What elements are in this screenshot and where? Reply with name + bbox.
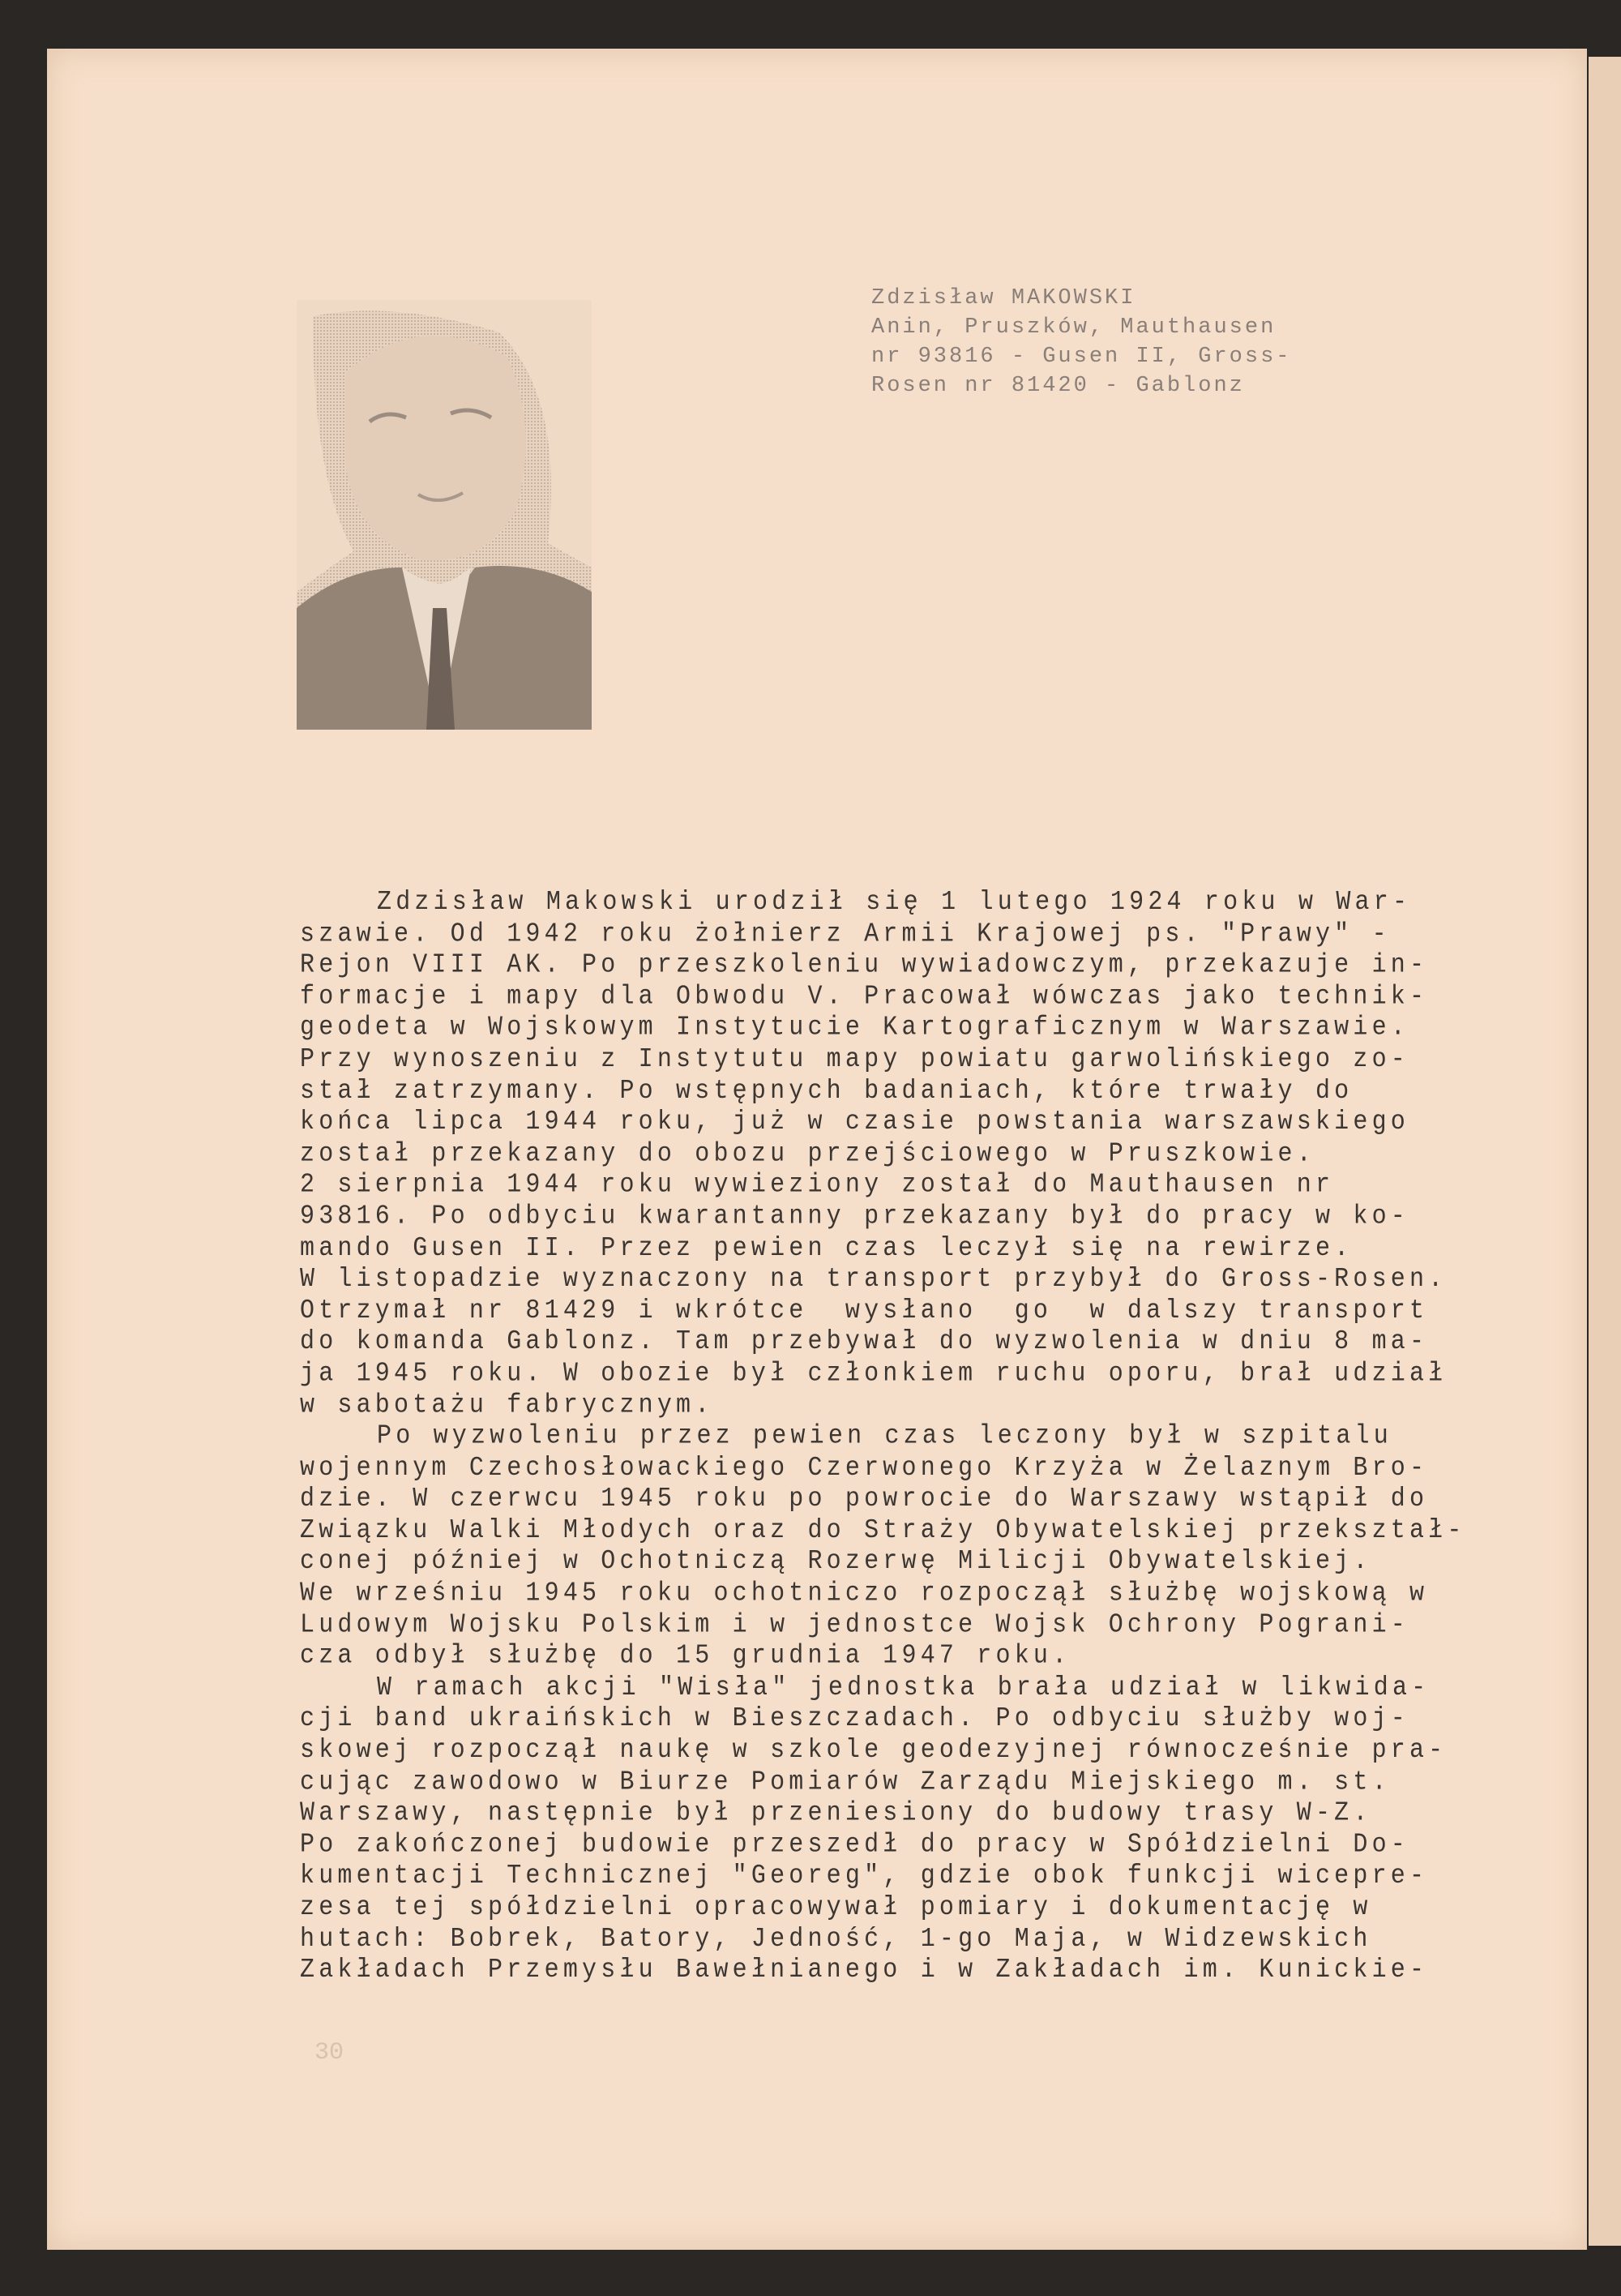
adjacent-page-edge: [1589, 57, 1621, 2246]
text-line: Po zakończonej budowie przeszedł do pracy w Spółdzielni Do-: [300, 1829, 1409, 1861]
text-line: Zdzisław Makowski urodził się 1 lutego 1924 roku w War-: [377, 887, 1412, 919]
text-line: Po wyzwoleniu przez pewien czas leczony był w szpitalu: [377, 1420, 1392, 1452]
text-line: do komanda Gablonz. Tam przebywał do wyzwolenia w dniu 8 ma-: [300, 1326, 1429, 1358]
biography-text: [300, 885, 1466, 1985]
text-line: cza odbył służbę do 15 grudnia 1947 roku.: [300, 1641, 1071, 1673]
text-line: Związku Walki Młodych oraz do Straży Obywatelskiej przekształ-: [300, 1515, 1466, 1547]
text-line: We wrześniu 1945 roku ochotniczo rozpoczął służbę wojskową w: [300, 1578, 1429, 1609]
text-line: 2 sierpnia 1944 roku wywieziony został do Mauthausen nr: [300, 1169, 1335, 1202]
text-line: skowej rozpoczął naukę w szkole geodezyjnej równocześnie pra-: [300, 1735, 1448, 1767]
text-line: zesa tej spółdzielni opracowywał pomiary i dokumentację w: [300, 1892, 1372, 1924]
text-line: mando Gusen II. Przez pewien czas leczył się na rewirze.: [300, 1232, 1354, 1264]
text-line: W listopadzie wyznaczony na transport przybył do Gross-Rosen.: [300, 1264, 1448, 1296]
caption-line: Anin, Pruszków, Mauthausen: [871, 315, 1277, 340]
page-number: 30: [314, 2039, 344, 2067]
text-line: 93816. Po odbyciu kwarantanny przekazany był do pracy w ko-: [300, 1201, 1409, 1232]
portrait-photo: [297, 300, 592, 730]
caption-line: Zdzisław MAKOWSKI: [871, 286, 1136, 311]
text-line: w sabotażu fabrycznym.: [300, 1390, 714, 1421]
caption-line: nr 93816 - Gusen II, Gross-: [871, 345, 1292, 369]
photo-caption: [871, 284, 1291, 401]
text-line: kumentacji Technicznej "Georeg", gdzie obok funkcji wicepre-: [300, 1861, 1429, 1892]
text-line: W ramach akcji "Wisła" jednostka brała udział w likwida-: [377, 1672, 1431, 1703]
text-line: Przy wynoszeniu z Instytutu mapy powiatu garwolińskiego zo-: [300, 1043, 1409, 1076]
text-line: Otrzymał nr 81429 i wkrótce wysłano go w dalszy transport: [300, 1295, 1429, 1327]
text-line: szawie. Od 1942 roku żołnierz Armii Krajowej ps. "Prawy" -: [300, 918, 1391, 950]
caption-line: Rosen nr 81420 - Gablonz: [871, 374, 1245, 398]
text-line: hutach: Bobrek, Batory, Jedność, 1-go Maja, w Widzewskich: [300, 1923, 1372, 1955]
text-line: cując zawodowo w Biurze Pomiarów Zarządu Miejskiego m. st.: [300, 1767, 1391, 1798]
text-line: wojennym Czechosłowackiego Czerwonego Krzyża w Żelaznym Bro-: [300, 1452, 1429, 1484]
text-line: conej później w Ochotniczą Rozerwę Milicji Obywatelskiej.: [300, 1546, 1372, 1578]
text-line: ja 1945 roku. W obozie był członkiem ruchu oporu, brał udział: [300, 1358, 1448, 1390]
text-line: końca lipca 1944 roku, już w czasie powstania warszawskiego: [300, 1107, 1409, 1138]
text-line: Rejon VIII AK. Po przeszkoleniu wywiadowczym, przekazuje in-: [300, 949, 1429, 981]
text-line: Zakładach Przemysłu Bawełnianego i w Zakładach im. Kunickie-: [300, 1955, 1429, 1986]
text-line: geodeta w Wojskowym Instytucie Kartograficznym w Warszawie.: [300, 1013, 1409, 1044]
text-line: stał zatrzymany. Po wstępnych badaniach, które trwały do: [300, 1075, 1354, 1107]
text-line: formacje i mapy dla Obwodu V. Pracował wówczas jako technik-: [300, 981, 1429, 1013]
text-line: Ludowym Wojsku Polskim i w jednostce Wojsk Ochrony Pograni-: [300, 1609, 1409, 1641]
text-line: cji band ukraińskich w Bieszczadach. Po odbyciu służby woj-: [300, 1703, 1409, 1735]
text-line: został przekazany do obozu przejściowego w Pruszkowie.: [300, 1138, 1315, 1170]
text-line: Warszawy, następnie był przeniesiony do budowy trasy W-Z.: [300, 1797, 1372, 1829]
text-line: dzie. W czerwcu 1945 roku po powrocie do Warszawy wstąpił do: [300, 1484, 1429, 1515]
